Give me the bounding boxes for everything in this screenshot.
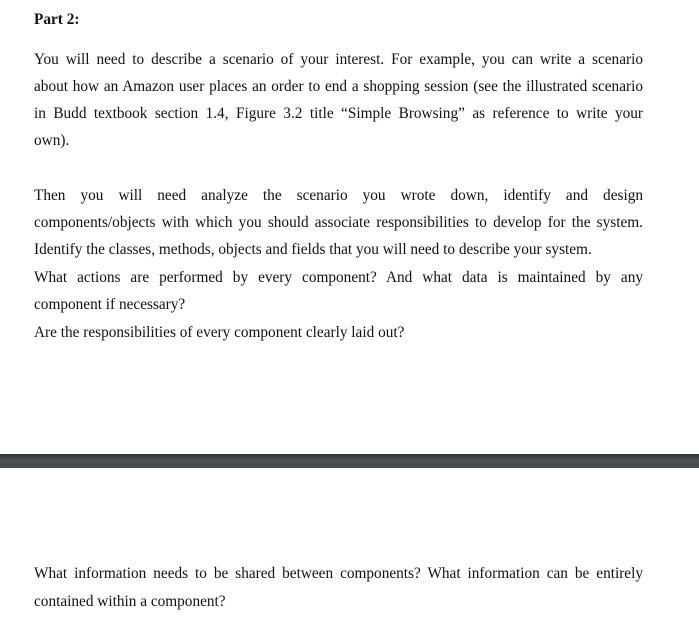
text-line: Then you will need analyze the scenario you wrote down, identify and design [34, 187, 643, 204]
text-line: in Budd textbook section 1.4, Figure 3.2 title “Simple Browsing” as reference to write your [34, 105, 643, 122]
text-line: Identify the classes, methods, objects and fields that you will need to describe your system. [34, 241, 592, 258]
text-line: contained within a component? [34, 593, 226, 610]
page-separator [0, 454, 699, 468]
section-heading: Part 2: [34, 11, 80, 28]
text-line: about how an Amazon user places an order to end a shopping session (see the illustrated scenario [34, 78, 643, 95]
text-line: component if necessary? [34, 296, 186, 313]
text-line: What actions are performed by every component? And what data is maintained by any [34, 269, 643, 286]
text-line: own). [34, 132, 70, 149]
text-line: Are the responsibilities of every component clearly laid out? [34, 324, 405, 341]
text-line: What information needs to be shared between components? What information can be entirely [34, 565, 643, 582]
text-line: components/objects with which you should associate responsibilities to develop for the system. [34, 214, 643, 231]
text-line: You will need to describe a scenario of your interest. For example, you can write a scenario [34, 51, 643, 68]
